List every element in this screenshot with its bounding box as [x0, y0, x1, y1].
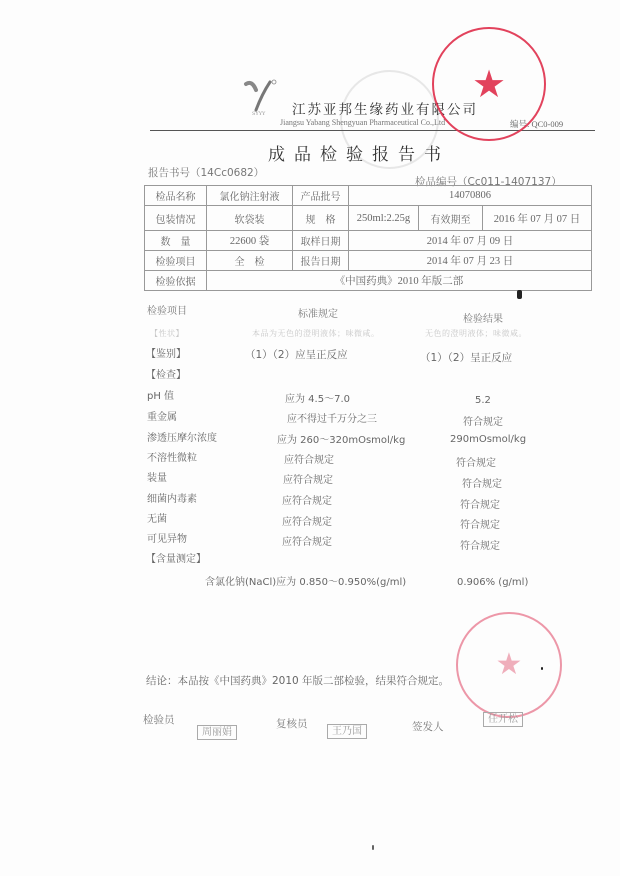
conclusion: 结论：本品按《中国药典》2010 年版二部检验，结果符合规定。 — [146, 675, 450, 687]
table-row — [145, 206, 592, 231]
package-label: 包装情况 — [145, 206, 207, 231]
issuer-signature: 任开松 — [483, 712, 523, 727]
report-date-label: 报告日期 — [293, 251, 349, 271]
expiry-label: 有效期至 — [419, 206, 483, 231]
reviewer-signature: 王乃国 — [327, 724, 367, 739]
product-info-table — [144, 185, 592, 291]
basis-label: 检验依据 — [145, 271, 207, 291]
assay-header: 【含量测定】 — [146, 554, 206, 565]
result-value: 290mOsmol/kg — [450, 434, 527, 445]
company-name-cn: 江苏亚邦生缘药业有限公司 — [292, 102, 478, 118]
ink-speck — [541, 667, 543, 670]
ink-speck — [517, 290, 522, 299]
result-value: 符合规定 — [462, 479, 502, 490]
table-row — [145, 186, 592, 206]
reviewer-label: 复核员 — [276, 718, 308, 730]
inspector-signature: 周丽娟 — [197, 725, 237, 740]
table-row — [145, 271, 592, 291]
col-header-item: 检验项目 — [147, 306, 187, 317]
report-date-value: 2014 年 07 月 23 日 — [349, 251, 592, 271]
result-value: 符合规定 — [460, 541, 500, 552]
col-header-standard: 标准规定 — [298, 309, 338, 320]
result-value: 符合规定 — [460, 520, 500, 531]
header-divider — [150, 130, 595, 131]
result-value: 符合规定 — [456, 458, 496, 469]
col-header-result: 检验结果 — [463, 314, 503, 325]
faded-standard: 本品为无色的澄明液体；味微咸。 — [252, 329, 380, 338]
batch-label: 产品批号 — [293, 186, 349, 206]
result-standard: 应为 260～320mOsmol/kg — [277, 435, 406, 446]
page-title: 成品检验报告书 — [268, 145, 450, 165]
sampling-date-label: 取样日期 — [293, 231, 349, 251]
expiry-value: 2016 年 07 月 07 日 — [483, 206, 592, 231]
table-row — [145, 231, 592, 251]
result-item: 不溶性微粒 — [147, 453, 197, 464]
sample-number: 检品编号（Cc011-1407137） — [415, 176, 562, 188]
result-standard: 应符合规定 — [282, 517, 332, 528]
svg-text:SYYY: SYYY — [252, 111, 266, 116]
document-code: 编号: QC0-009 — [510, 119, 564, 129]
issuer-label: 签发人 — [412, 721, 444, 733]
check-header: 【检查】 — [146, 370, 186, 381]
spec-value: 250ml:2.25g — [349, 206, 419, 231]
product-name-value: 氯化钠注射液 — [207, 186, 293, 206]
star-icon: ★ — [471, 62, 507, 106]
package-value: 软袋装 — [207, 206, 293, 231]
result-item: 重金属 — [147, 412, 177, 423]
result-standard: 应符合规定 — [284, 455, 334, 466]
report-number: 报告书号（14Cc0682） — [148, 167, 265, 179]
star-icon: ★ — [495, 647, 523, 682]
result-item: 细菌内毒素 — [147, 494, 197, 505]
identification-header: 【鉴别】 — [146, 349, 186, 360]
result-item: 装量 — [147, 473, 167, 484]
result-value: 符合规定 — [463, 417, 503, 428]
test-item-value: 全 检 — [207, 251, 293, 271]
result-item: 无菌 — [147, 514, 167, 525]
basis-value: 《中国药典》2010 年版二部 — [207, 271, 592, 291]
spec-label: 规 格 — [293, 206, 349, 231]
identification-standard: （1）（2）应呈正反应 — [245, 349, 348, 361]
result-standard: 应为 4.5～7.0 — [285, 394, 350, 405]
product-name-label: 检品名称 — [145, 186, 207, 206]
sampling-date-value: 2014 年 07 月 09 日 — [349, 231, 592, 251]
batch-value: 14070806 — [349, 186, 592, 206]
result-standard: 应符合规定 — [282, 537, 332, 548]
company-logo-icon — [240, 76, 280, 116]
identification-result: （1）（2）呈正反应 — [420, 352, 513, 364]
company-seal-stamp — [432, 27, 546, 141]
quantity-label: 数 量 — [145, 231, 207, 251]
company-name-en: Jiangsu Yabang Shengyuan Pharmaceutical Co.,Ltd — [280, 118, 446, 127]
result-item: pH 值 — [147, 391, 175, 402]
result-standard: 应符合规定 — [283, 475, 333, 486]
faded-result: 无色的澄明液体；味微咸。 — [425, 329, 527, 338]
distributor-seal-stamp — [456, 612, 562, 718]
assay-result: 0.906% (g/ml) — [457, 577, 529, 588]
test-item-label: 检验项目 — [145, 251, 207, 271]
result-value: 5.2 — [475, 395, 491, 406]
result-standard: 应不得过千万分之三 — [287, 414, 377, 425]
inspector-label: 检验员 — [143, 714, 175, 726]
result-value: 符合规定 — [460, 500, 500, 511]
faded-item: 【性状】 — [150, 329, 184, 338]
result-item: 可见异物 — [147, 534, 187, 545]
assay-standard: 含氯化钠(NaCl)应为 0.850～0.950%(g/ml) — [205, 577, 407, 588]
table-row — [145, 251, 592, 271]
result-standard: 应符合规定 — [282, 496, 332, 507]
ink-speck — [372, 845, 374, 850]
result-item: 渗透压摩尔浓度 — [147, 433, 217, 444]
quantity-value: 22600 袋 — [207, 231, 293, 251]
